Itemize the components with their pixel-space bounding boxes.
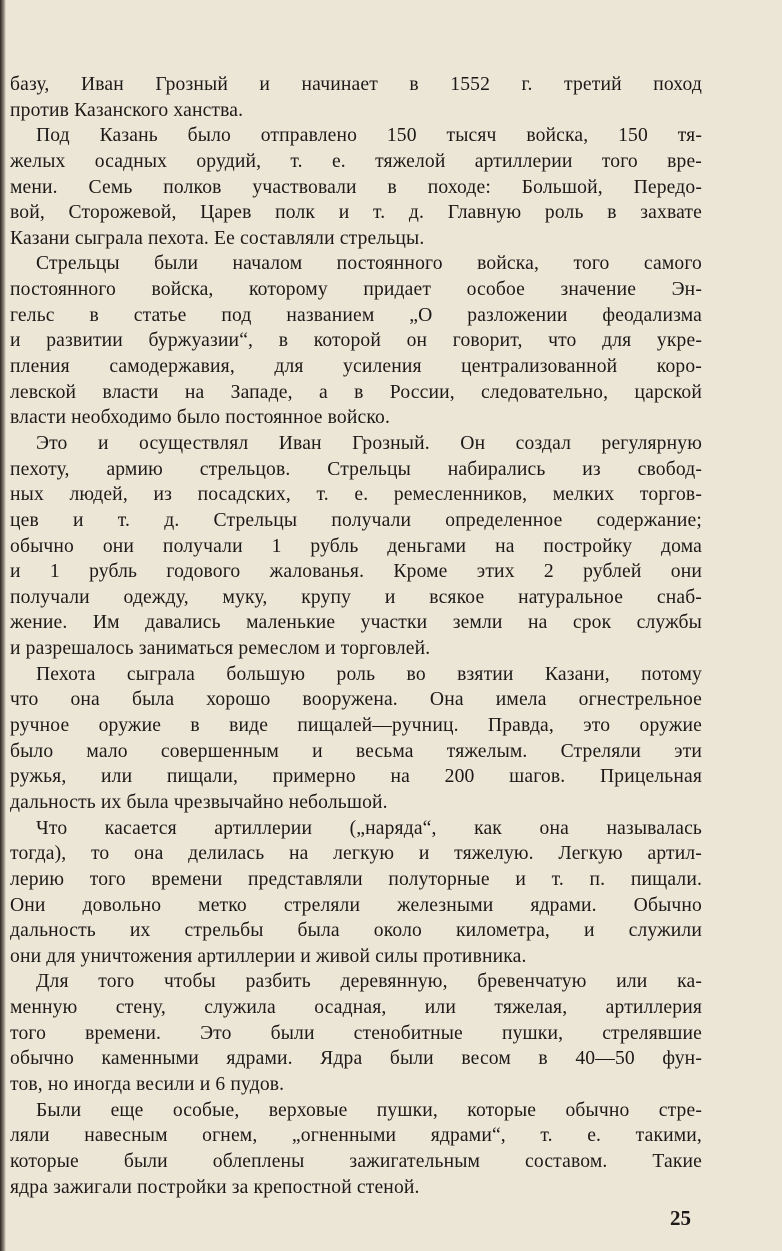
text-line: жение. Им давались маленькие участки земли на срок службы (10, 612, 702, 634)
text-line: дальность их стрельбы была около километра, и служили (10, 920, 702, 942)
text-line: и разрешалось заниматься ремеслом и торговлей. (10, 638, 431, 660)
text-line: они для уничтожения артиллерии и живой силы противника. (10, 945, 527, 967)
text-line: которые были облеплены зажигательным составом. Такие (10, 1150, 702, 1172)
text-line: обычно каменными ядрами. Ядра были весом в 40—50 фун- (10, 1048, 702, 1070)
text-line: и развитии буржуазии“, в которой он говорит, что для укре- (10, 330, 702, 352)
text-line: лерию того времени представляли полуторные и т. п. пищали. (10, 868, 702, 890)
text-line: цев и т. д. Стрельцы получали определенное содержание; (10, 509, 702, 531)
text-line: Пехота сыграла большую роль во взятии Казани, потому (36, 663, 702, 685)
text-line: получали одежду, муку, крупу и всякое натуральное снаб- (10, 586, 702, 608)
text-line: пехоту, армию стрельцов. Стрельцы набирались из свобод- (10, 458, 702, 480)
text-line: тогда), то она делилась на легкую и тяжелую. Легкую артил- (10, 843, 702, 865)
text-line: ружья, или пищали, примерно на 200 шагов. Прицельная (10, 766, 702, 788)
text-line: гельс в статье под названием „О разложении феодализма (10, 304, 702, 326)
page-number: 25 (670, 1206, 691, 1230)
text-line: левской власти на Западе, а в России, следовательно, царской (10, 381, 702, 403)
text-line: Для того чтобы разбить деревянную, бревенчатую или ка- (36, 971, 702, 993)
text-line: Что касается артиллерии („наряда“, как она называлась (36, 817, 702, 839)
text-line: было мало совершенным и весьма тяжелым. Стреляли эти (10, 740, 702, 762)
text-line: Стрельцы были началом постоянного войска, того самого (36, 253, 702, 275)
body-text (10, 72, 702, 1200)
text-line: мени. Семь полков участвовали в походе: Большой, Передо- (10, 176, 702, 198)
text-line: власти необходимо было постоянное войско. (10, 407, 391, 429)
text-line: и 1 рубль годового жалованья. Кроме этих 2 рублей они (10, 561, 702, 583)
text-line: ных людей, из посадских, т. е. ремесленников, мелких торгов- (10, 484, 702, 506)
text-line: обычно они получали 1 рубль деньгами на постройку дома (10, 535, 702, 557)
text-line: базу, Иван Грозный и начинает в 1552 г. третий поход (10, 74, 702, 95)
text-line: Это и осуществлял Иван Грозный. Он создал регулярную (36, 432, 702, 454)
text-line: пления самодержавия, для усиления централизованной коро- (10, 356, 702, 378)
text-line: желых осадных орудий, т. е. тяжелой артиллерии того вре- (10, 150, 702, 172)
page-binding-edge (0, 0, 6, 1251)
text-line: дальность их была чрезвычайно небольшой. (10, 791, 388, 813)
text-line: менную стену, служила осадная, или тяжелая, артиллерия (10, 997, 702, 1019)
text-line: что она была хорошо вооружена. Она имела огнестрельное (10, 689, 702, 711)
text-line: того времени. Это были стенобитные пушки, стрелявшие (10, 1022, 702, 1044)
text-line: ядра зажигали постройки за крепостной стеной. (10, 1176, 420, 1198)
text-line: постоянного войска, которому придает особое значение Эн- (10, 279, 702, 301)
text-line: Они довольно метко стреляли железными ядрами. Обычно (10, 894, 702, 916)
text-line: Были еще особые, верховые пушки, которые обычно стре- (36, 1099, 702, 1121)
text-line: ручное оружие в виде пищалей—ручниц. Правда, это оружие (10, 715, 702, 737)
text-line: Казани сыграла пехота. Ее составляли стрельцы. (10, 227, 425, 249)
text-line: против Казанского ханства. (10, 99, 244, 121)
text-line: ляли навесным огнем, „огненными ядрами“, т. е. такими, (10, 1125, 702, 1147)
text-line: тов, но иногда весили и 6 пудов. (10, 1073, 285, 1095)
text-line: вой, Сторожевой, Царев полк и т. д. Главную роль в захвате (10, 202, 702, 224)
text-line: Под Казань было отправлено 150 тысяч войска, 150 тя- (36, 125, 702, 147)
